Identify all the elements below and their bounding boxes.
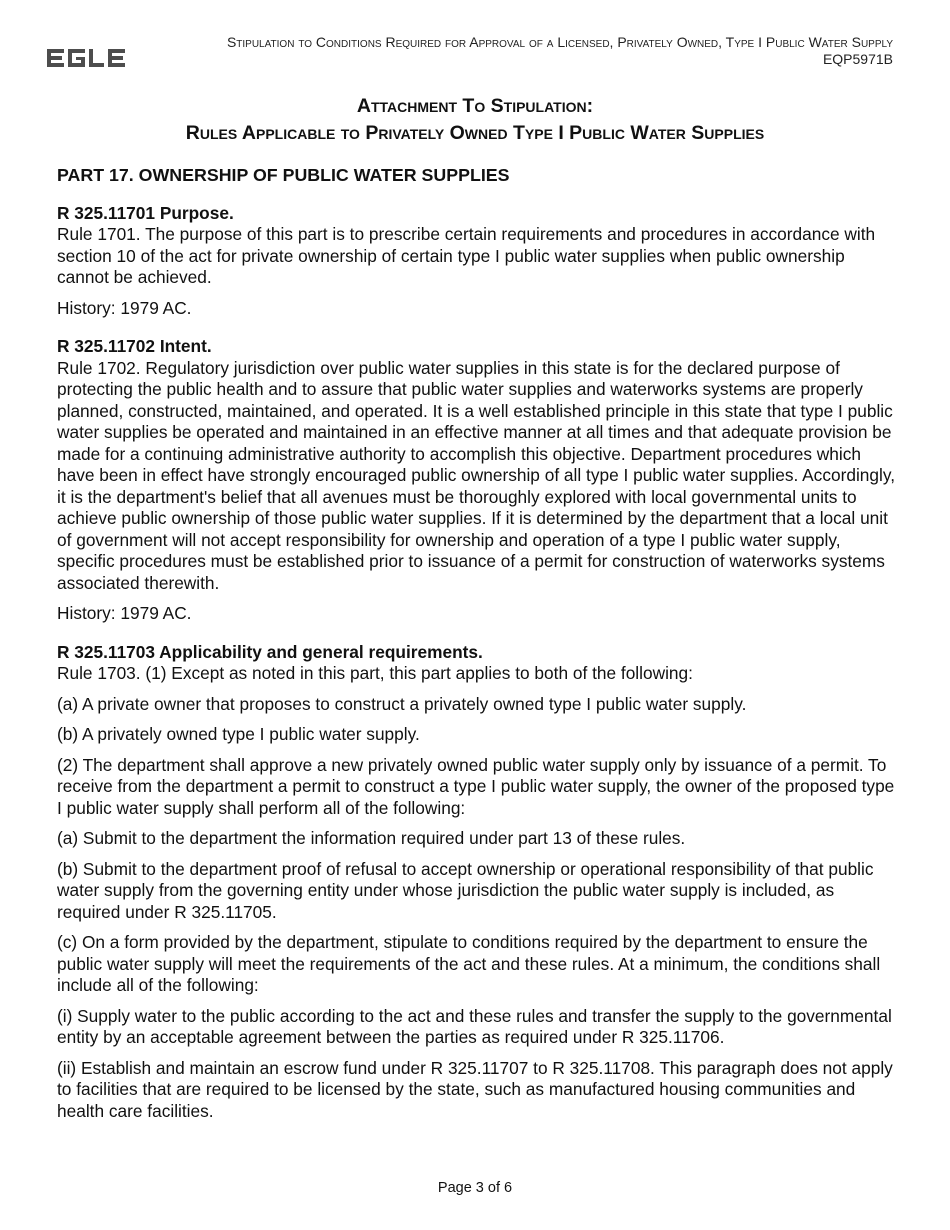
document-title <box>0 93 950 147</box>
rule-section <box>57 203 897 320</box>
rule-heading: R 325.11701 Purpose. <box>57 202 234 223</box>
rule-paragraph: (c) On a form provided by the department, stipulate to conditions required by the department to ensure the public water supply will meet the requirements of the act and these rules. At a minimum, the conditions shall include all of the following: <box>57 932 881 995</box>
rule-paragraph: Rule 1703. (1) Except as noted in this part, this part applies to both of the following: <box>57 663 693 683</box>
form-code: EQP5971B <box>822 51 893 67</box>
egle-logo-mark <box>47 44 127 74</box>
rule-paragraph: (b) Submit to the department proof of refusal to accept ownership or operational responsibility of that public water supply from the governing entity under whose jurisdiction the public water supply is included, as required under R 325.11705. <box>57 858 874 922</box>
rule-history: History: 1979 AC. <box>57 603 192 623</box>
rule-paragraph: (2) The department shall approve a new privately owned public water supply only by issuance of a permit. To receive from the department a permit to construct a type I public water supply, the owner of the proposed type I public water supply shall perform all of the following: <box>57 754 895 818</box>
rule-heading: R 325.11702 Intent. <box>57 336 212 356</box>
rule-paragraph: (i) Supply water to the public according to the act and these rules and transfer the supply to the governmental entity by an acceptable agreement between the parties as required under R 325.11706. <box>57 1005 892 1047</box>
rule-paragraph: Rule 1702. Regulatory jurisdiction over public water supplies in this state is for the declared purpose of protecting the public health and to assure that public water supplies and waterworks systems are properly planned, constructed, maintained, and operated. It is a well established principle in this state that type I public water supplies be operated and maintained in an effective manner at all times and that adequate provision be made for a continuing administrative authority to accomplish this objective. Department procedures which have been in effect have strongly encouraged public ownership of all type I public water supplies. Accordingly, it is the department's belief that all avenues must be thoroughly explored with local governmental units to achieve public ownership of those public water supplies. If it is determined by the department that a local unit of government will not accept responsibility for ownership and operation of a type I public water supply, specific procedures must be established prior to issuance of a permit for construction of waterworks systems associated therewith. <box>57 357 896 593</box>
rule-paragraph: (b) A privately owned type I public water supply. <box>57 724 420 744</box>
rule-section <box>57 642 897 1123</box>
title-line-1: Attachment To Stipulation: <box>356 95 594 117</box>
rule-paragraph: (a) A private owner that proposes to construct a privately owned type I public water supply. <box>57 693 747 714</box>
rule-history: History: 1979 AC. <box>57 297 192 318</box>
page-number: Page 3 of 6 <box>437 1180 513 1196</box>
rule-paragraph: (ii) Establish and maintain an escrow fund under R 325.11707 to R 325.11708. This paragraph does not apply to facilities that are required to be licensed by the state, such as manufactured housing communities and health care facilities. <box>57 1057 893 1121</box>
page-header <box>227 34 893 68</box>
title-line-2: Rules Applicable to Privately Owned Type I Public Water Supplies <box>185 122 765 144</box>
rule-paragraph: Rule 1701. The purpose of this part is to prescribe certain requirements and procedures in accordance with section 10 of the act for private ownership of certain type I public water supplies when public ownership cannot be achieved. <box>57 224 876 287</box>
rule-heading: R 325.11703 Applicability and general requirements. <box>57 641 483 662</box>
rule-paragraph: (a) Submit to the department the information required under part 13 of these rules. <box>57 828 686 848</box>
document-body <box>57 165 897 1131</box>
part-heading: PART 17. OWNERSHIP OF PUBLIC WATER SUPPLIES <box>57 165 510 185</box>
rule-section <box>57 336 897 625</box>
egle-logo <box>47 44 127 74</box>
form-title: Stipulation to Conditions Required for Approval of a Licensed, Privately Owned, Type I Public Water Supply <box>226 34 893 50</box>
